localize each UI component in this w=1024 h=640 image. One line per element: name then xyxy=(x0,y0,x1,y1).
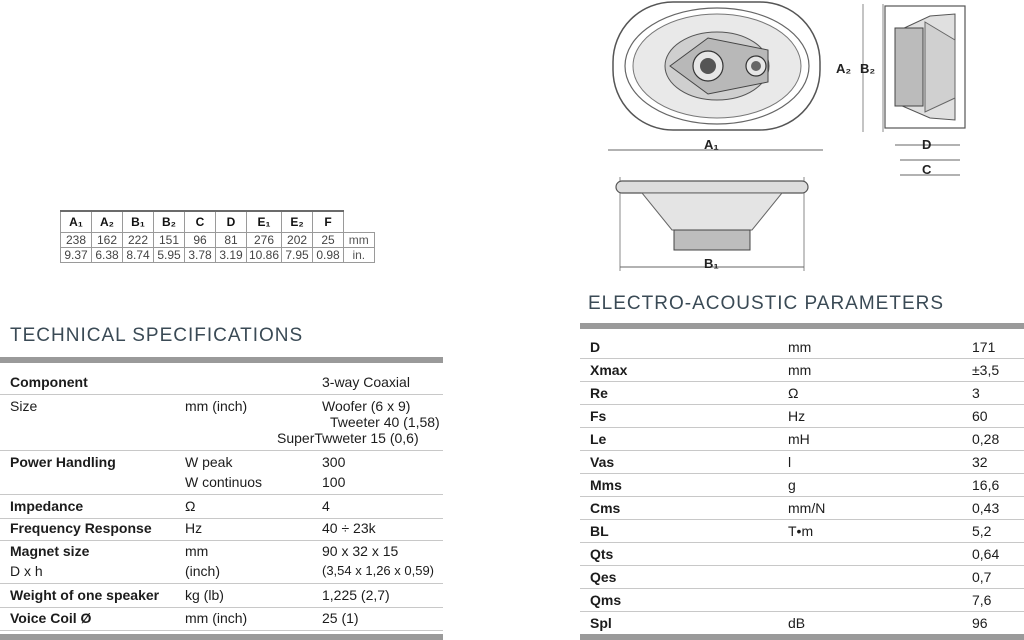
dim-label-c: C xyxy=(922,162,932,177)
tech-row-magnet-size xyxy=(0,543,443,584)
electro-row xyxy=(580,336,1024,359)
electro-param: Fs xyxy=(590,408,607,424)
dim-label-b2: B₂ xyxy=(860,61,876,76)
dim-cell: 25 xyxy=(313,233,344,248)
electro-unit: mm/N xyxy=(788,500,826,516)
dim-cell: 7.95 xyxy=(282,248,313,263)
tech-unit: mm (inch) xyxy=(185,398,248,414)
tech-label: Impedance xyxy=(10,498,84,514)
tech-value-line: Tweeter 40 (1,58) xyxy=(330,414,440,430)
electro-unit: g xyxy=(788,477,796,493)
tech-row-impedance xyxy=(0,498,443,519)
electro-params-divider xyxy=(580,323,1024,329)
electro-row xyxy=(580,612,1024,635)
electro-value: 0,43 xyxy=(972,500,1000,516)
dim-unit-cell: in. xyxy=(344,248,375,263)
tech-value: 4 xyxy=(322,498,330,514)
tech-specs-divider xyxy=(0,357,443,363)
dim-header-a2: A₂ xyxy=(92,211,123,233)
dim-label-a2: A₂ xyxy=(836,61,852,76)
tech-row-frequency-response xyxy=(0,520,443,541)
electro-row xyxy=(580,474,1024,497)
electro-value: 7,6 xyxy=(972,592,992,608)
dim-cell: 238 xyxy=(61,233,92,248)
electro-param: Le xyxy=(590,431,607,447)
electro-unit: mH xyxy=(788,431,810,447)
dim-header-e2: E₂ xyxy=(282,211,313,233)
electro-unit: mm xyxy=(788,339,812,355)
electro-unit: T•m xyxy=(788,523,814,539)
tech-specs-title: TECHNICAL SPECIFICATIONS xyxy=(10,325,304,346)
tech-row-weight xyxy=(0,587,443,608)
tech-value: 1,225 (2,7) xyxy=(322,587,390,603)
electro-row xyxy=(580,428,1024,451)
dim-header-e1: E₁ xyxy=(247,211,282,233)
tech-unit-line: W peak xyxy=(185,454,233,470)
electro-value: ±3,5 xyxy=(972,362,1000,378)
tech-row-power-handling xyxy=(0,454,443,495)
electro-params-bottom-bar xyxy=(580,634,1024,640)
electro-param: Mms xyxy=(590,477,622,493)
electro-param: Qts xyxy=(590,546,614,562)
tech-unit: kg (lb) xyxy=(185,587,224,603)
dim-cell: 5.95 xyxy=(154,248,185,263)
electro-value: 32 xyxy=(972,454,988,470)
dim-unit-cell: mm xyxy=(344,233,375,248)
dimension-table xyxy=(60,210,375,263)
electro-value: 60 xyxy=(972,408,988,424)
tech-value-line: 300 xyxy=(322,454,346,470)
dim-cell: 0.98 xyxy=(313,248,344,263)
dimension-table-header-row xyxy=(61,211,375,233)
dim-cell: 81 xyxy=(216,233,247,248)
dim-cell: 8.74 xyxy=(123,248,154,263)
tech-unit-line: mm xyxy=(185,543,209,559)
electro-row xyxy=(580,566,1024,589)
electro-param: Re xyxy=(590,385,608,401)
electro-unit: mm xyxy=(788,362,812,378)
tech-value-line: 90 x 32 x 15 xyxy=(322,543,399,559)
tech-label: Weight of one speaker xyxy=(10,587,160,603)
electro-row xyxy=(580,359,1024,382)
electro-row xyxy=(580,589,1024,612)
dim-header-unit-spacer xyxy=(344,211,375,233)
tech-row-voice-coil xyxy=(0,610,443,631)
electro-unit: Hz xyxy=(788,408,806,424)
electro-param: Qms xyxy=(590,592,622,608)
tech-unit: mm (inch) xyxy=(185,610,248,626)
electro-param: Spl xyxy=(590,615,612,631)
electro-value: 5,2 xyxy=(972,523,992,539)
electro-param: Xmax xyxy=(590,362,628,378)
dim-cell: 10.86 xyxy=(247,248,282,263)
electro-value: 171 xyxy=(972,339,996,355)
dim-header-b1: B₁ xyxy=(123,211,154,233)
dim-cell: 9.37 xyxy=(61,248,92,263)
tech-label: Frequency Response xyxy=(10,520,152,536)
electro-row xyxy=(580,382,1024,405)
tech-label: Magnet size xyxy=(10,543,90,559)
electro-value: 96 xyxy=(972,615,988,631)
dim-label-d: D xyxy=(922,137,932,152)
dim-cell: 162 xyxy=(92,233,123,248)
dim-header-b2: B₂ xyxy=(154,211,185,233)
electro-row xyxy=(580,543,1024,566)
tech-label: Voice Coil Ø xyxy=(10,610,92,626)
dim-cell: 222 xyxy=(123,233,154,248)
tech-label-line2: D x h xyxy=(10,563,43,579)
dim-label-a1-top: A₁ xyxy=(704,137,719,152)
tech-unit: Ω xyxy=(185,498,196,514)
electro-row xyxy=(580,405,1024,428)
dim-cell: 276 xyxy=(247,233,282,248)
dim-header-d: D xyxy=(216,211,247,233)
dim-header-c: C xyxy=(185,211,216,233)
electro-value: 0,7 xyxy=(972,569,992,585)
dim-label-b1-bottom: B₁ xyxy=(704,256,719,271)
tech-unit-line: W continuos xyxy=(185,474,263,490)
electro-param: Qes xyxy=(590,569,617,585)
tech-value: 3-way Coaxial xyxy=(322,374,410,390)
dim-cell: 3.19 xyxy=(216,248,247,263)
dimension-table-row-mm xyxy=(61,233,375,248)
dim-header-f: F xyxy=(313,211,344,233)
speaker-front-view-diagram xyxy=(608,0,828,160)
electro-params-title: ELECTRO-ACOUSTIC PARAMETERS xyxy=(588,293,945,314)
speaker-side-view-diagram xyxy=(855,0,1005,180)
dim-header-a1: A₁ xyxy=(61,211,92,233)
dim-cell: 202 xyxy=(282,233,313,248)
tech-row-size xyxy=(0,398,443,451)
tech-row-component xyxy=(0,374,443,395)
dim-cell: 3.78 xyxy=(185,248,216,263)
electro-unit: Ω xyxy=(788,385,799,401)
electro-value: 0,28 xyxy=(972,431,1000,447)
tech-label: Size xyxy=(10,398,38,414)
tech-value-line: Woofer (6 x 9) xyxy=(322,398,411,414)
electro-param: Cms xyxy=(590,500,621,516)
electro-value: 0,64 xyxy=(972,546,1000,562)
tech-label: Power Handling xyxy=(10,454,116,470)
tech-value: 25 (1) xyxy=(322,610,359,626)
tech-specs-bottom-bar xyxy=(0,634,443,640)
electro-unit: l xyxy=(788,454,792,470)
dim-cell: 6.38 xyxy=(92,248,123,263)
tech-value: 40 ÷ 23k xyxy=(322,520,376,536)
tech-value-line: 100 xyxy=(322,474,346,490)
tech-label: Component xyxy=(10,374,88,390)
electro-param: BL xyxy=(590,523,609,539)
electro-row xyxy=(580,520,1024,543)
dimension-table-row-inch xyxy=(61,248,375,263)
dim-cell: 151 xyxy=(154,233,185,248)
electro-param: Vas xyxy=(590,454,615,470)
electro-value: 16,6 xyxy=(972,477,1000,493)
electro-param: D xyxy=(590,339,601,355)
tech-value-line: SuperTwweter 15 (0,6) xyxy=(277,430,419,446)
electro-unit: dB xyxy=(788,615,806,631)
dim-cell: 96 xyxy=(185,233,216,248)
electro-row xyxy=(580,451,1024,474)
tech-unit: Hz xyxy=(185,520,203,536)
tech-unit-line: (inch) xyxy=(185,563,221,579)
electro-row xyxy=(580,497,1024,520)
tech-value-line: (3,54 x 1,26 x 0,59) xyxy=(322,563,435,578)
electro-value: 3 xyxy=(972,385,980,401)
